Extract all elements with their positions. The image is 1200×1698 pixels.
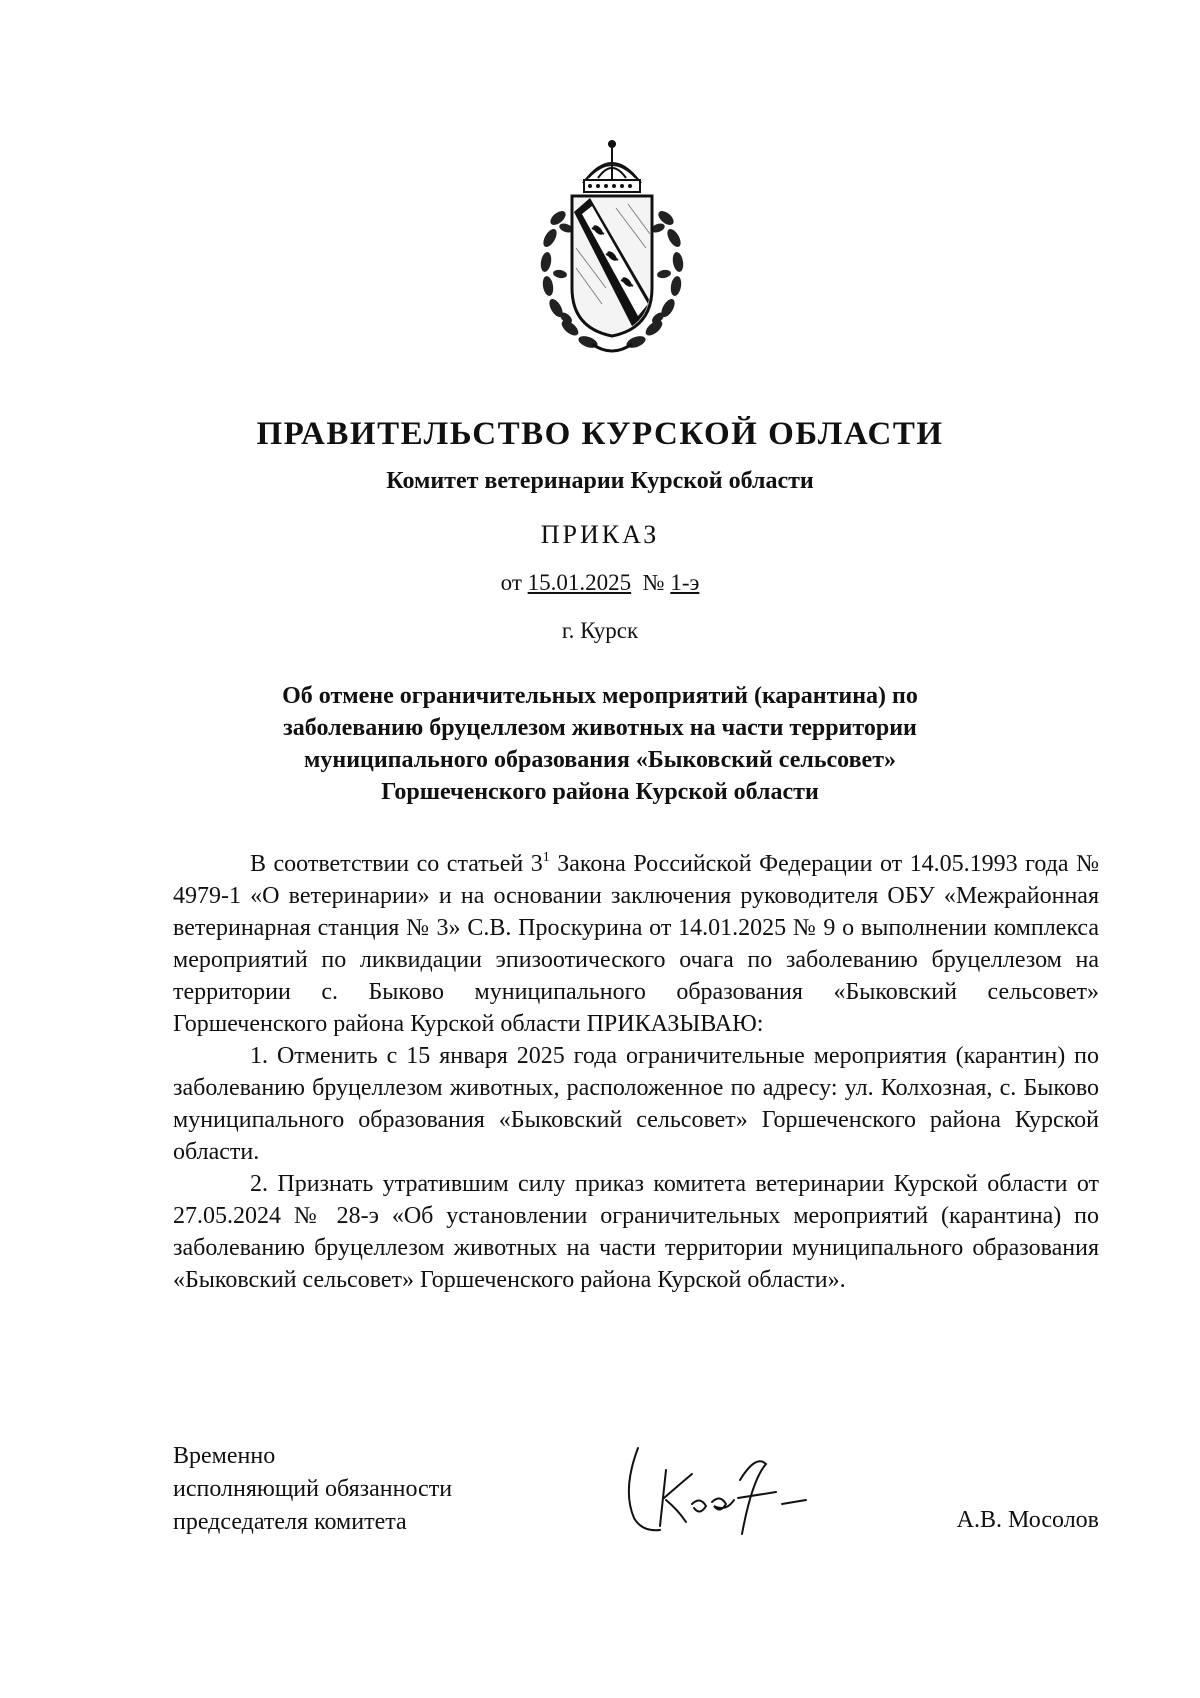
committee-name: Комитет ветеринарии Курской области bbox=[386, 468, 814, 494]
body-paragraph-item-1: 1. Отменить с 15 января 2025 года ограничительные мероприятия (карантин) по заболеванию бруцеллезом животных, расположенное по адресу: ул. Колхозная, с. Быково муниципального образования «Быковский сельсовет» Горшеченского района Курской области. bbox=[173, 1043, 1099, 1165]
government-title: ПРАВИТЕЛЬСТВО КУРСКОЙ ОБЛАСТИ bbox=[256, 416, 944, 452]
signer-name: А.В. Мосолов bbox=[956, 1507, 1099, 1533]
date-prefix: от bbox=[500, 570, 522, 595]
city: г. Курск bbox=[561, 618, 639, 643]
order-heading bbox=[0, 680, 1200, 808]
signer-position bbox=[173, 1440, 452, 1539]
signer-position-line: Временно bbox=[173, 1443, 276, 1469]
preamble-text: В соответствии со статьей 3 bbox=[250, 851, 543, 877]
preamble-text-continued: Закона Российской Федерации от 14.05.1993 года № 4979-1 «О ветеринарии» и на основании заключения руководителя ОБУ «Межрайонная ветеринарная станция № 3» С.В. Проскурина от 14.01.2025 № 9 о выполнении комплекса мероприятий по ликвидации эпизоотического очага по заболеванию бруцеллезом на территории с. Быково муниципального образования «Быковский сельсовет» Горшеченского района Курской области ПРИКАЗЫВАЮ: bbox=[173, 851, 1099, 1037]
handwritten-signature bbox=[616, 1440, 856, 1540]
order-date-number bbox=[0, 570, 1200, 596]
document-type: ПРИКАЗ bbox=[540, 520, 660, 549]
signer-position-line: председателя комитета bbox=[173, 1509, 407, 1535]
heading-line: Горшеченского района Курской области bbox=[381, 779, 819, 805]
coat-of-arms-icon bbox=[532, 138, 692, 360]
heading-line: заболеванию бруцеллезом животных на части территории bbox=[283, 715, 917, 741]
article-superscript: 1 bbox=[542, 850, 550, 865]
number-prefix: № bbox=[642, 570, 665, 595]
order-body bbox=[173, 848, 1099, 1296]
heading-line: Об отмене ограничительных мероприятий (карантина) по bbox=[282, 683, 918, 709]
order-date: 15.01.2025 bbox=[527, 570, 632, 595]
signer-position-line: исполняющий обязанности bbox=[173, 1476, 453, 1502]
body-paragraph-item-2: 2. Признать утратившим силу приказ комитета ветеринарии Курской области от 27.05.2024 № 28-э «Об установлении ограничительных мероприятий (карантина) по заболеванию бруцеллезом животных на части территории муниципального образования «Быковский сельсовет» Горшеченского района Курской области». bbox=[173, 1171, 1099, 1293]
order-number: 1-э bbox=[670, 570, 700, 595]
body-paragraph-preamble bbox=[173, 848, 1099, 1040]
heading-line: муниципального образования «Быковский сельсовет» bbox=[304, 747, 896, 773]
